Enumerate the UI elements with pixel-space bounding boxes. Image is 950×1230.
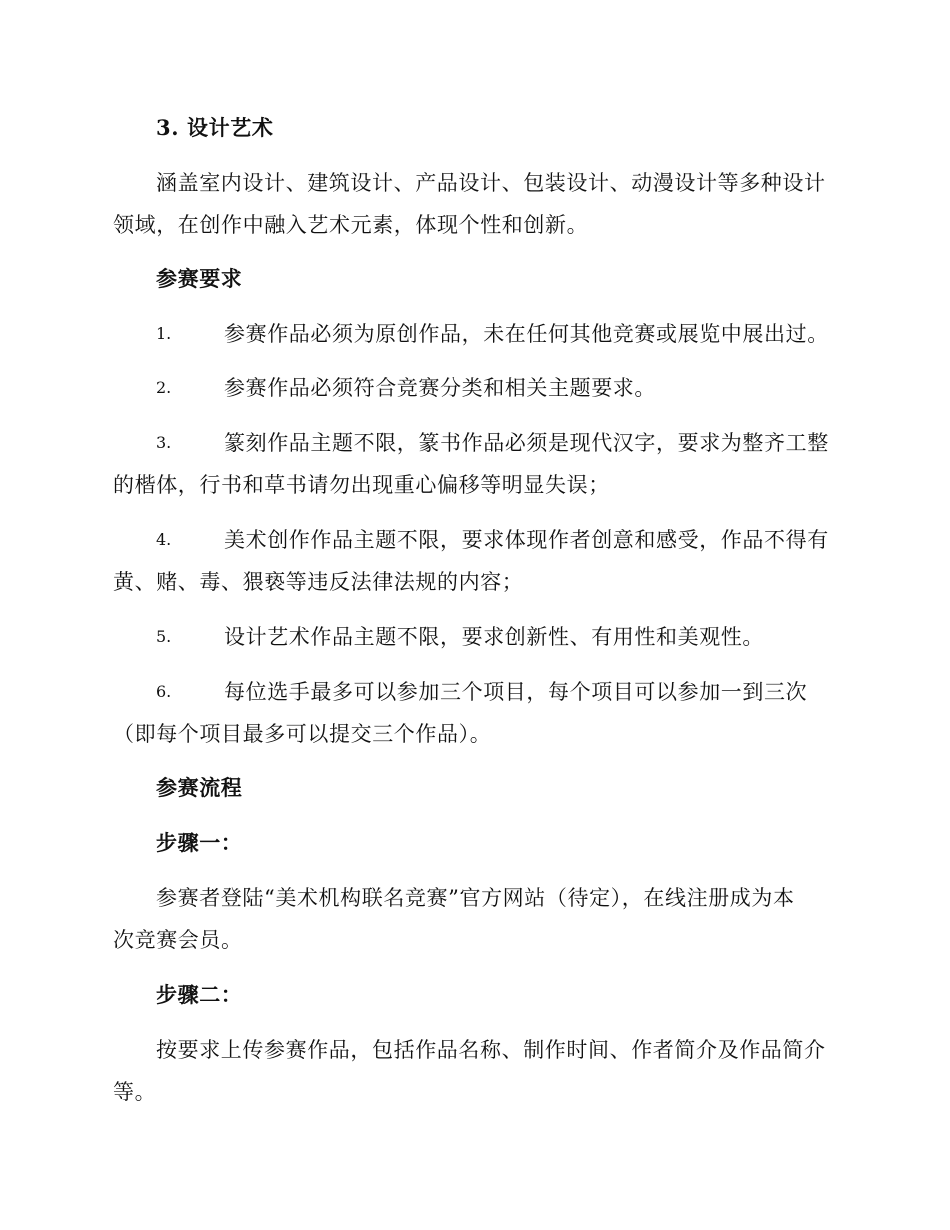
list-item-number: 6. xyxy=(156,682,172,701)
step-one-label: 步骤一： xyxy=(156,830,243,855)
list-item-text: 篆刻作品主题不限，篆书作品必须是现代汉字，要求为整齐工整 xyxy=(224,431,829,455)
section-heading-design-art: 3. 设计艺术 xyxy=(156,115,274,140)
section-heading-requirements: 参赛要求 xyxy=(156,266,243,291)
list-item-text-continued: 黄、赌、毒、猥亵等违反法律法规的内容； xyxy=(113,570,524,594)
paragraph-line: 按要求上传参赛作品，包括作品名称、制作时间、作者简介及作品简介 xyxy=(156,1038,826,1062)
paragraph-line: 等。 xyxy=(113,1080,157,1104)
list-item-text-continued: （即每个项目最多可以提交三个作品）。 xyxy=(113,722,492,746)
list-item-number: 3. xyxy=(156,433,172,452)
list-item-text: 每位选手最多可以参加三个项目，每个项目可以参加一到三次 xyxy=(224,680,808,704)
list-item-number: 1. xyxy=(156,324,172,343)
list-item-text-continued: 的楷体，行书和草书请勿出现重心偏移等明显失误； xyxy=(113,473,610,497)
paragraph-line: 领域，在创作中融入艺术元素，体现个性和创新。 xyxy=(113,213,589,237)
paragraph-line: 次竞赛会员。 xyxy=(113,928,243,952)
list-item-text: 参赛作品必须为原创作品，未在任何其他竞赛或展览中展出过。 xyxy=(224,322,829,346)
paragraph-line: 参赛者登陆“美术机构联名竞赛”官方网站（待定），在线注册成为本 xyxy=(156,886,795,910)
paragraph-line: 涵盖室内设计、建筑设计、产品设计、包装设计、动漫设计等多种设计 xyxy=(156,171,826,195)
list-item-text: 参赛作品必须符合竞赛分类和相关主题要求。 xyxy=(224,376,656,400)
list-item-number: 5. xyxy=(156,627,172,646)
section-heading-process: 参赛流程 xyxy=(156,775,243,800)
step-two-label: 步骤二： xyxy=(156,982,243,1007)
list-item-number: 4. xyxy=(156,530,172,549)
list-item-number: 2. xyxy=(156,378,172,397)
list-item-text: 美术创作作品主题不限，要求体现作者创意和感受，作品不得有 xyxy=(224,528,829,552)
list-item-text: 设计艺术作品主题不限，要求创新性、有用性和美观性。 xyxy=(224,625,764,649)
